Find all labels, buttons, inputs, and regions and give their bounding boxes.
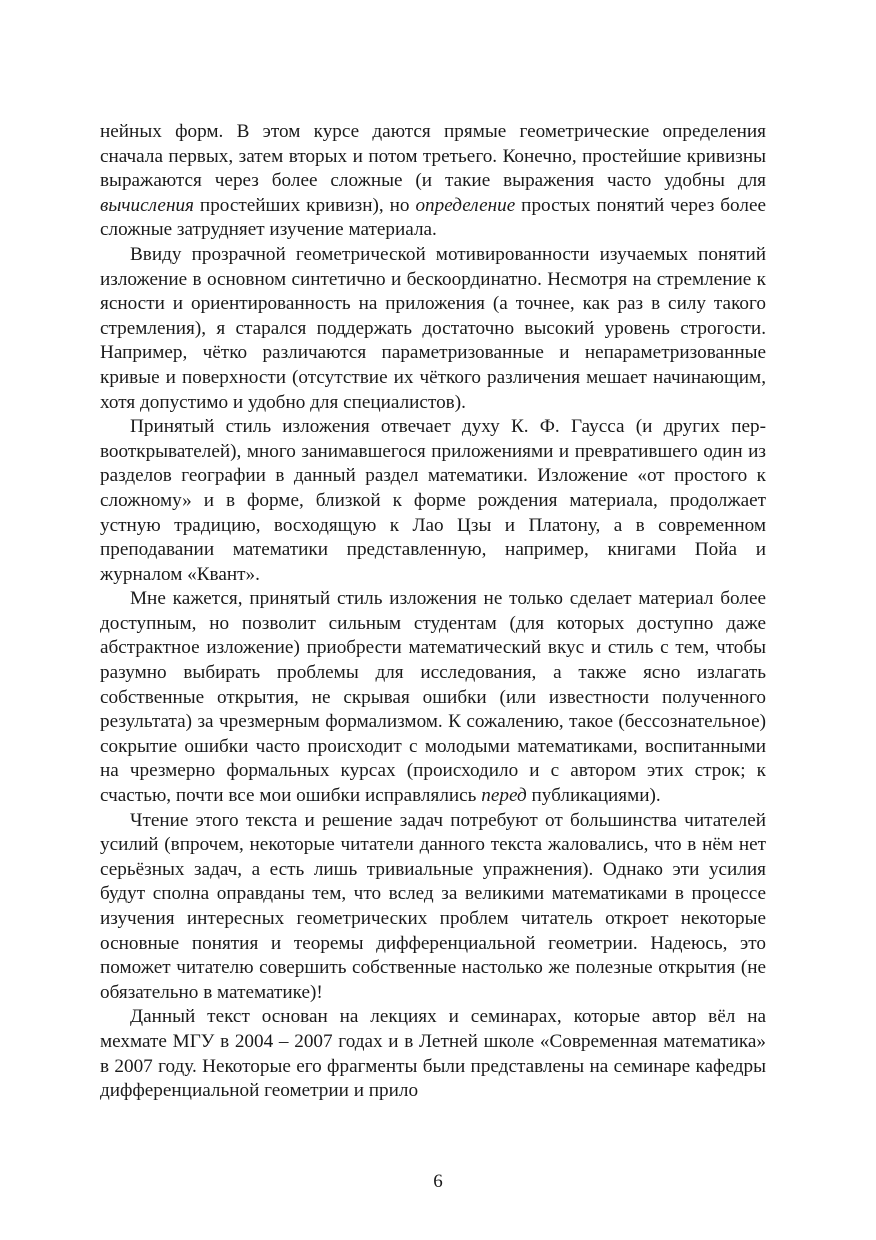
paragraph-3-text: Принятый стиль изложения отвечает духу К. Ф. Гаусса (и других первооткрывателей), много занимавшегося приложениями и превратившего один из разделов географии в данный раздел математики. Изложение «от простого к сложному» и в форме, близкой к форме рождения материала, продолжает устную традицию, восходящую к Лао Цзы и Платону, а в современном преподавании математики представленную, например, книгами Пойа и журналом «Квант». [100, 416, 766, 585]
paragraph-3 [100, 415, 766, 587]
paragraph-1-text-2: простейших кривизн), но [193, 194, 416, 216]
paragraph-4-text-1: Мне кажется, принятый стиль изложения не только сделает материал более доступным, но позволит сильным студентам (для которых доступно даже абстрактное изложение) приобрести математический вкус и стиль с тем, чтобы разумно выбирать проблемы для исследования, а также ясно излагать собственные открытия, не скрывая ошибки (или известности полученного результата) за чрезмерным формализмом. К сожалению, такое (бессознательное) сокрытие ошибки часто происходит с молодыми математиками, воспитанными на чрезмерно формальных курсах (происходило и с автором этих строк; к счастью, почти все мои ошибки исправлялись [100, 588, 766, 807]
paragraph-5-text: Чтение этого текста и решение задач потребуют от большинства читателей усилий (впрочем, некоторые читатели данного текста жаловались, что в нём нет серьёзных задач, а есть лишь тривиальные упражнения). Однако эти усилия будут сполна оправданы тем, что вслед за великими математиками в процессе изучения интересных геометрических проблем читатель откроет некоторые основные понятия и теоремы дифференциальной геометрии. Надеюсь, это поможет читателю совершить собственные настолько же полезные открытия (не обязательно в математике)! [100, 809, 766, 1003]
paragraph-6 [100, 1005, 766, 1103]
paragraph-5 [100, 809, 766, 1006]
paragraph-1-emphasis-calculation: вычисления [100, 194, 194, 216]
paragraph-6-text: Данный текст основан на лекциях и семинарах, которые автор вёл на мехмате МГУ в 2004 – 2007 годах и в Летней школе «Современная математика» в 2007 году. Некоторые его фрагменты были представлены на семинаре кафедры дифференциальной геометрии и прило [100, 1006, 766, 1102]
paragraph-2 [100, 243, 766, 415]
paragraph-1-text-3: простых понятий через более сложные затрудняет изучение материала. [100, 194, 767, 241]
paragraph-1-text-1: нейных форм. В этом курсе даются прямые геометрические определения сначала первых, затем вторых и потом третьего. Конечно, простейшие кривизны выражаются через более сложные (и такие выражения часто удобны для [100, 121, 766, 192]
paragraph-4-emphasis-before: перед [481, 785, 527, 807]
page-number: 6 [433, 1171, 443, 1192]
paragraph-4-text-2: публикациями). [526, 785, 661, 807]
page-body-text [100, 120, 766, 1104]
paragraph-1-emphasis-definition: определение [415, 194, 516, 216]
paragraph-4 [100, 587, 766, 808]
paragraph-1 [100, 120, 766, 243]
paragraph-2-text: Ввиду прозрачной геометрической мотивированности изучаемых понятий изложение в основном синтетично и бескоординатно. Несмотря на стремление к ясности и ориентированность на приложения (а точнее, как раз в силу такого стремления), я старался поддержать достаточно высокий уровень строгости. Например, чётко различаются параметризованные и непараметризованные кривые и поверхности (отсутствие их чёткого различения мешает начинающим, хотя допустимо и удобно для специалистов). [100, 243, 766, 413]
